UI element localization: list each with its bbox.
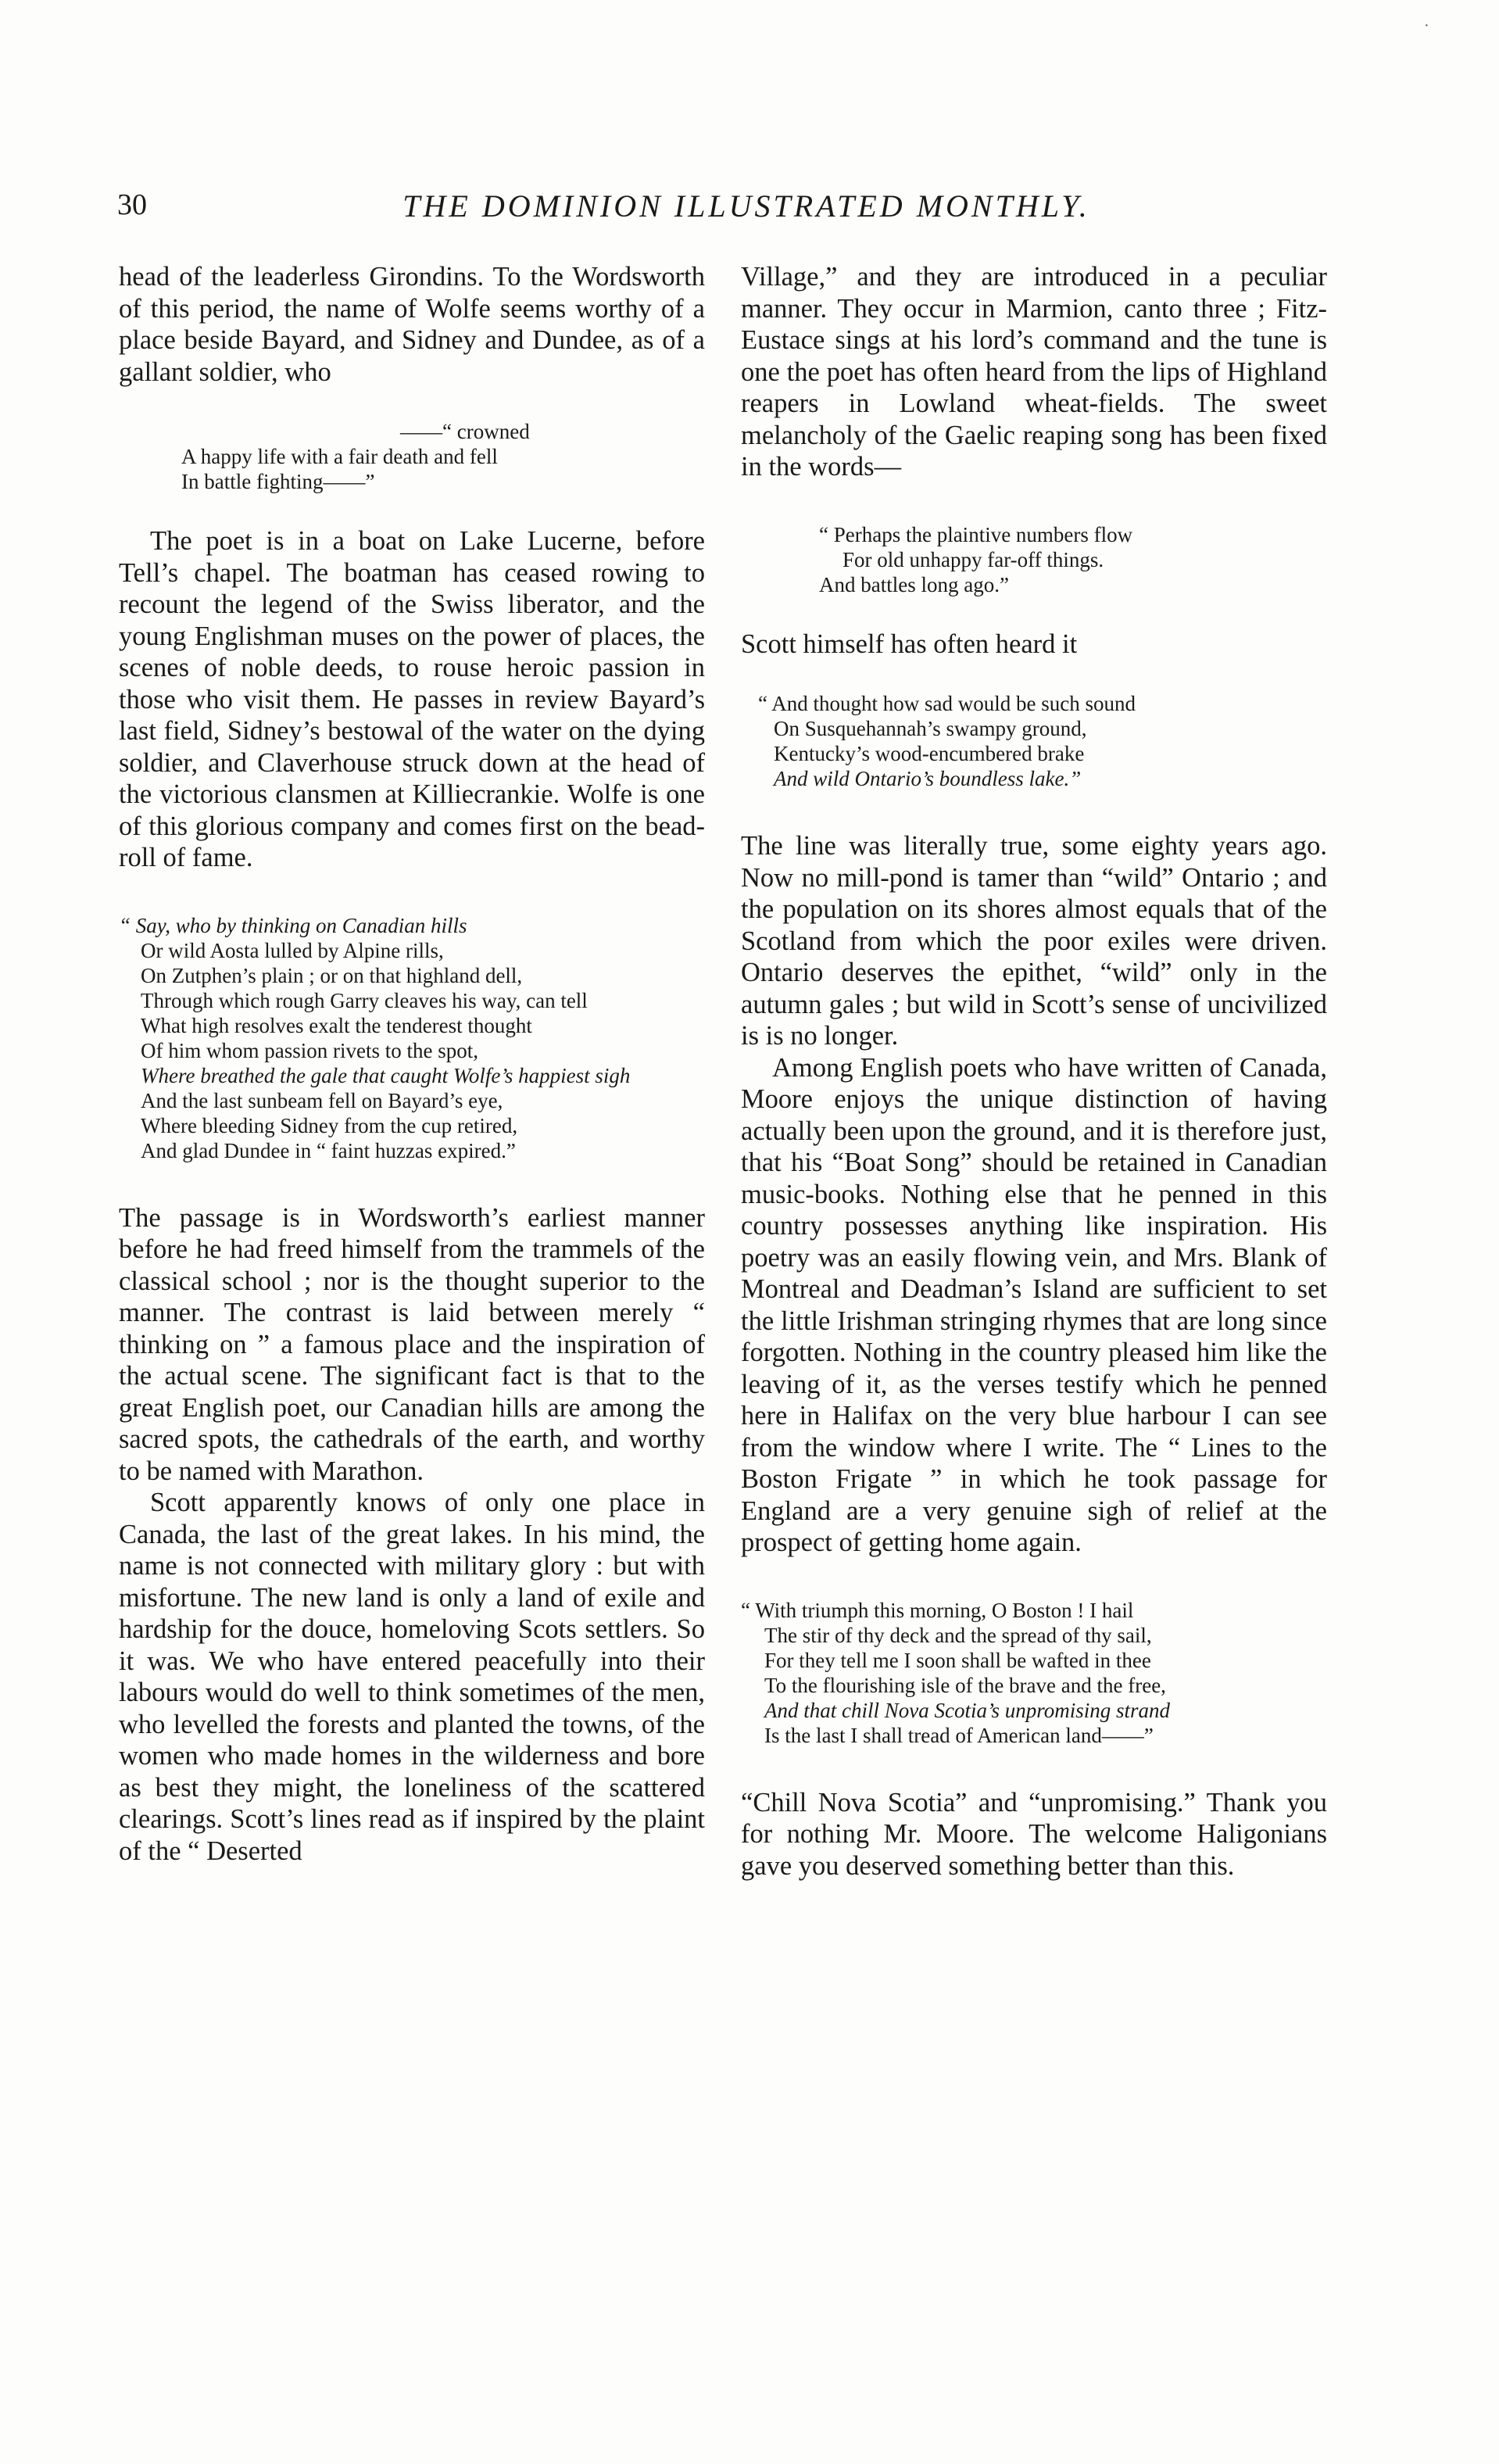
- paragraph: head of the leaderless Girondins. To the Wordsworth of this period, the name of Wolfe seems worthy of a place beside Bayard, and Sidney and Dundee, as of a gallant soldier, who: [119, 262, 705, 387]
- margin-mark: ·: [1424, 17, 1429, 34]
- verse-line: To the flourishing isle of the brave and the free,: [764, 1673, 1166, 1697]
- verse-line: “ Say, who by thinking on Canadian hills: [119, 913, 467, 937]
- verse-line: What high resolves exalt the tenderest thought: [141, 1013, 532, 1037]
- verse-line: ——“ crowned: [400, 420, 530, 443]
- verse-quote: [741, 1598, 1327, 1748]
- verse-line: “ And thought how sad would be such sound: [758, 692, 1136, 715]
- paragraph: “Chill Nova Scotia” and “unpromising.” Thank you for nothing Mr. Moore. The welcome Haligonians gave you deserved something better than this.: [741, 1787, 1327, 1881]
- verse-line: “ With triumph this morning, O Boston ! I hail: [741, 1598, 1134, 1622]
- verse-line: For old unhappy far-off things.: [843, 547, 1104, 571]
- verse-line: And glad Dundee in “ faint huzzas expired.”: [141, 1138, 516, 1162]
- verse-line: On Susquehannah’s swampy ground,: [774, 717, 1087, 740]
- verse-line: And wild Ontario’s boundless lake.”: [774, 767, 1082, 790]
- verse-line: On Zutphen’s plain ; or on that highland dell,: [141, 963, 523, 987]
- verse-line: “ Perhaps the plaintive numbers flow: [819, 522, 1133, 546]
- running-title: THE DOMINION ILLUSTRATED MONTHLY.: [402, 188, 1090, 224]
- paragraph: Scott apparently knows of only one place in Canada, the last of the great lakes. In his mind, the name is not connected with military glory : but with misfortune. The new land is only a land of exile and hardship for the douce, homeloving Scots settlers. So it was. We who have entered peacefully into their labours would do well to think sometimes of the men, who levelled the forests and planted the towns, of the women who made homes in the wilderness and bore as best they might, the loneliness of the scattered clearings. Scott’s lines read as if inspired by the plaint of the “ Deserted: [119, 1488, 705, 1866]
- verse-line: Where breathed the gale that caught Wolfe’s happiest sigh: [141, 1063, 631, 1087]
- page-number: 30: [117, 188, 147, 221]
- paragraph: The poet is in a boat on Lake Lucerne, before Tell’s chapel. The boatman has ceased rowing to recount the legend of the Swiss liberator, and the young Englishman muses on the power of places, the scenes of noble deeds, to rouse heroic passion in those who visit them. He passes in review Bayard’s last field, Sidney’s bestowal of the water on the dying soldier, and Claverhouse struck down at the head of the victorious clansmen at Killiecrankie. Wolfe is one of this glorious company and comes first on the bead-roll of fame.: [119, 526, 705, 872]
- verse-line: In battle fighting——”: [181, 470, 375, 493]
- paragraph: The passage is in Wordsworth’s earliest manner before he had freed himself from the trammels of the classical school ; nor is the thought superior to the manner. The contrast is laid between merely “ thinking on ” a famous place and the inspiration of the actual scene. The significant fact is that to the great English poet, our Canadian hills are among the sacred spots, the cathedrals of the earth, and worthy to be named with Marathon.: [119, 1202, 705, 1486]
- verse-line: Where bleeding Sidney from the cup retired,: [141, 1113, 518, 1137]
- verse-line: Kentucky’s wood-encumbered brake: [774, 742, 1085, 765]
- verse-line: And that chill Nova Scotia’s unpromising strand: [764, 1698, 1171, 1722]
- verse-line: And battles long ago.”: [819, 572, 1009, 596]
- verse-line: The stir of thy deck and the spread of thy sail,: [764, 1623, 1152, 1647]
- paragraph: Village,” and they are introduced in a peculiar manner. They occur in Marmion, canto three ; Fitz-Eustace sings at his lord’s command and the tune is one the poet has often heard from the lips of Highland reapers in Lowland wheat-fields. The sweet melancholy of the Gaelic reaping song has been fixed in the words—: [741, 262, 1327, 482]
- verse-quote: [119, 913, 705, 1163]
- verse-line: Of him whom passion rivets to the spot,: [141, 1038, 478, 1062]
- verse-line: For they tell me I soon shall be wafted in thee: [764, 1648, 1151, 1672]
- verse-line: Through which rough Garry cleaves his way, can tell: [141, 988, 588, 1012]
- page-header: [117, 188, 1376, 235]
- verse-quote: [119, 419, 705, 494]
- verse-quote: [741, 522, 1327, 597]
- left-column: [119, 261, 705, 1867]
- paragraph: Scott himself has often heard it: [741, 629, 1078, 659]
- paragraph: Among English poets who have written of Canada, Moore enjoys the unique distinction of having actually been upon the ground, and it is therefore just, that his “Boat Song” should be retained in Canadian music-books. Nothing else that he penned in this country possesses anything like inspiration. His poetry was an easily flowing vein, and Mrs. Blank of Montreal and Deadman’s Island are sufficient to set the little Irishman stringing rhymes that are long since forgotten. Nothing in the country pleased him like the leaving of it, as the verses testify which he penned here in Halifax on the very blue harbour I can see from the window where I write. The “ Lines to the Boston Frigate ” in which he took passage for England are a very genuine sigh of relief at the prospect of getting home again.: [741, 1052, 1327, 1557]
- verse-line: Is the last I shall tread of American land——”: [764, 1723, 1154, 1747]
- paragraph: The line was literally true, some eighty years ago. Now no mill-pond is tamer than “wild” Ontario ; and the population on its shores almost equals that of the Scotland from which the poor exiles were driven. Ontario deserves the epithet, “wild” only in the autumn gales ; but wild in Scott’s sense of uncivilized is is no longer.: [741, 831, 1327, 1051]
- verse-line: Or wild Aosta lulled by Alpine rills,: [141, 938, 444, 962]
- verse-line: A happy life with a fair death and fell: [181, 445, 498, 468]
- right-column: [741, 261, 1327, 1882]
- verse-quote: [741, 691, 1327, 791]
- verse-line: And the last sunbeam fell on Bayard’s eye,: [141, 1088, 503, 1112]
